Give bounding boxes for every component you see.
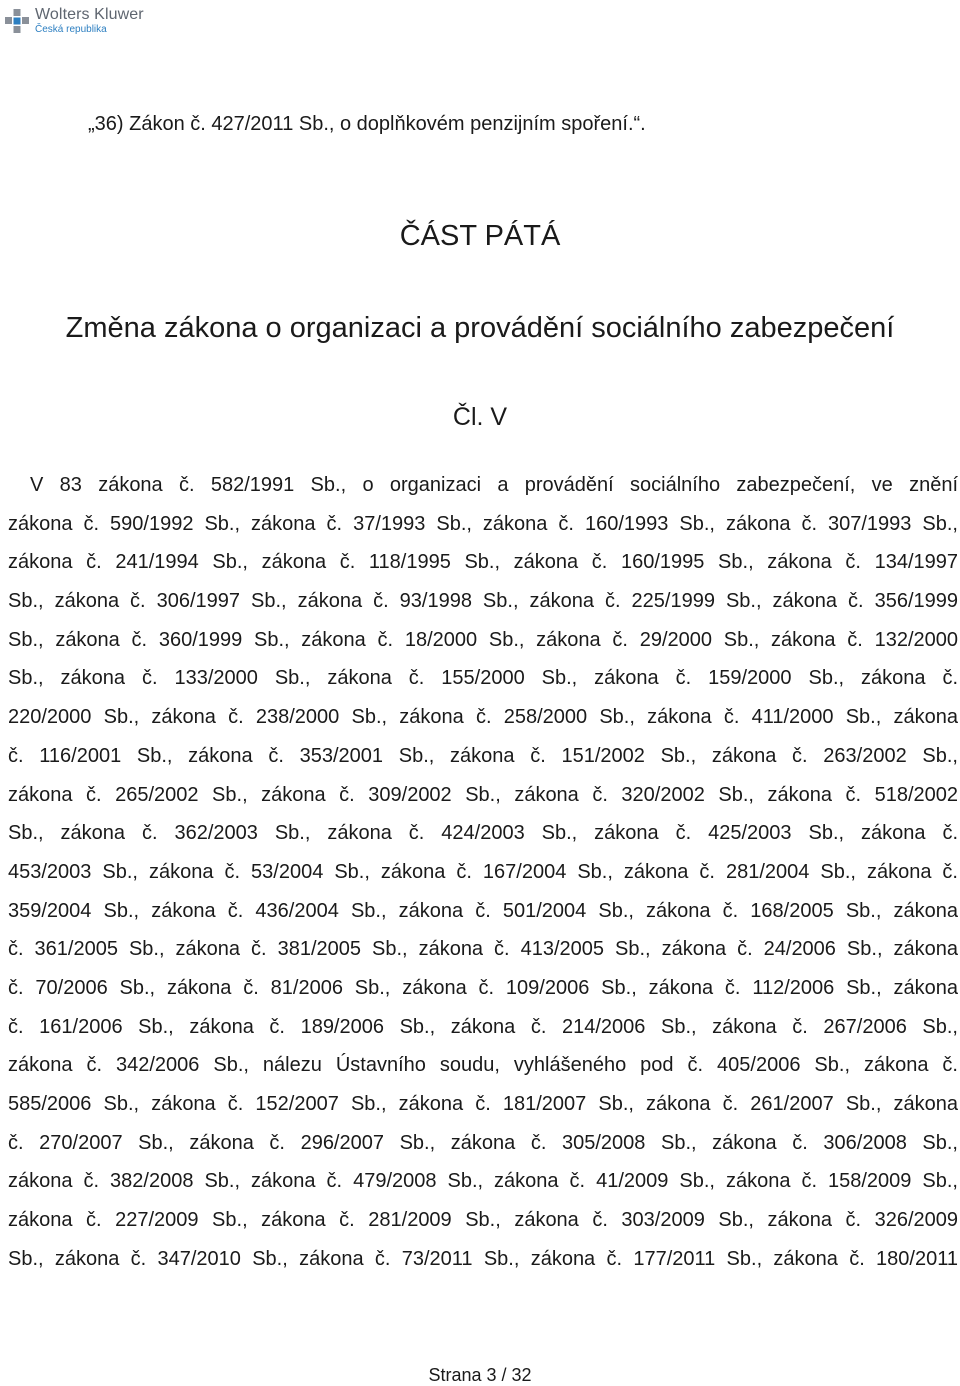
body-line: V 83 zákona č. 582/1991 Sb., o organizaci a provádění sociálního zabezpečení, ve znění bbox=[30, 474, 958, 496]
part-heading: ČÁST PÁTÁ bbox=[399, 220, 561, 252]
body-line: č. 116/2001 Sb., zákona č. 353/2001 Sb., zákona č. 151/2002 Sb., zákona č. 263/2002 Sb., bbox=[8, 744, 958, 767]
body-line: zákona č. 382/2008 Sb., zákona č. 479/2008 Sb., zákona č. 41/2009 Sb., zákona č. 158/2009 Sb., bbox=[8, 1170, 958, 1193]
body-line: č. 270/2007 Sb., zákona č. 296/2007 Sb., zákona č. 305/2008 Sb., zákona č. 306/2008 Sb., bbox=[8, 1131, 958, 1154]
body-line: 585/2006 Sb., zákona č. 152/2007 Sb., zákona č. 181/2007 Sb., zákona č. 261/2007 Sb., zákona bbox=[8, 1093, 958, 1115]
wolters-kluwer-mark-icon bbox=[4, 8, 30, 34]
body-line: zákona č. 590/1992 Sb., zákona č. 37/1993 Sb., zákona č. 160/1993 Sb., zákona č. 307/1993 Sb., bbox=[8, 512, 958, 535]
body-line: Sb., zákona č. 306/1997 Sb., zákona č. 93/1998 Sb., zákona č. 225/1999 Sb., zákona č. 356/1999 bbox=[8, 590, 958, 613]
body-line: 220/2000 Sb., zákona č. 238/2000 Sb., zákona č. 258/2000 Sb., zákona č. 411/2000 Sb., zákona bbox=[8, 706, 958, 729]
body-line: č. 70/2006 Sb., zákona č. 81/2006 Sb., zákona č. 109/2006 Sb., zákona č. 112/2006 Sb., zákona bbox=[8, 976, 958, 999]
publisher-logo bbox=[4, 4, 144, 38]
logo-subtitle: Česká republika bbox=[35, 24, 107, 35]
body-line: Sb., zákona č. 362/2003 Sb., zákona č. 424/2003 Sb., zákona č. 425/2003 Sb., zákona č. bbox=[8, 822, 958, 845]
body-line: zákona č. 342/2006 Sb., nálezu Ústavního soudu, vyhlášeného pod č. 405/2006 Sb., zákona č. bbox=[8, 1054, 958, 1077]
article-body bbox=[8, 466, 958, 1278]
previous-item-line: „36) Zákon č. 427/2011 Sb., o doplňkovém penzijním spoření.“. bbox=[88, 113, 646, 135]
page-number: Strana 3 / 32 bbox=[428, 1365, 532, 1385]
body-line: zákona č. 227/2009 Sb., zákona č. 281/2009 Sb., zákona č. 303/2009 Sb., zákona č. 326/2009 bbox=[8, 1209, 958, 1232]
body-line: č. 361/2005 Sb., zákona č. 381/2005 Sb., zákona č. 413/2005 Sb., zákona č. 24/2006 Sb., zákona bbox=[8, 938, 958, 961]
body-line: 359/2004 Sb., zákona č. 436/2004 Sb., zákona č. 501/2004 Sb., zákona č. 168/2005 Sb., zákona bbox=[8, 899, 958, 922]
body-line: Sb., zákona č. 360/1999 Sb., zákona č. 18/2000 Sb., zákona č. 29/2000 Sb., zákona č. 132/2000 bbox=[8, 628, 958, 651]
body-line: 453/2003 Sb., zákona č. 53/2004 Sb., zákona č. 167/2004 Sb., zákona č. 281/2004 Sb., zákona č. bbox=[8, 860, 958, 883]
body-line: č. 161/2006 Sb., zákona č. 189/2006 Sb., zákona č. 214/2006 Sb., zákona č. 267/2006 Sb., bbox=[8, 1015, 958, 1038]
body-line: zákona č. 265/2002 Sb., zákona č. 309/2002 Sb., zákona č. 320/2002 Sb., zákona č. 518/2002 bbox=[8, 783, 958, 806]
body-line: Sb., zákona č. 347/2010 Sb., zákona č. 73/2011 Sb., zákona č. 177/2011 Sb., zákona č. 180/2011 bbox=[8, 1247, 958, 1270]
change-heading: Změna zákona o organizaci a provádění sociálního zabezpečení bbox=[65, 312, 895, 344]
logo-name: Wolters Kluwer bbox=[35, 6, 144, 23]
article-heading: Čl. V bbox=[452, 403, 508, 431]
body-line: zákona č. 241/1994 Sb., zákona č. 118/1995 Sb., zákona č. 160/1995 Sb., zákona č. 134/1997 bbox=[8, 551, 958, 574]
body-line: Sb., zákona č. 133/2000 Sb., zákona č. 155/2000 Sb., zákona č. 159/2000 Sb., zákona č. bbox=[8, 667, 958, 690]
